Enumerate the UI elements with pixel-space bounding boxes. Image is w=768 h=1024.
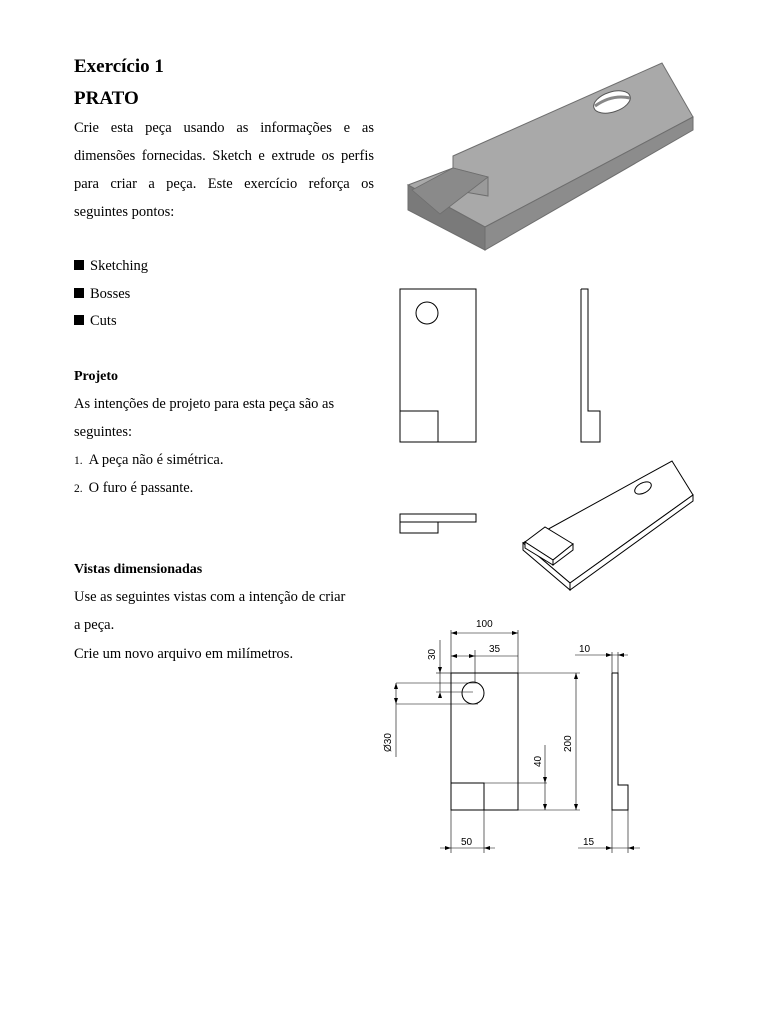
dim-hole-offset-x: 35	[489, 644, 501, 655]
vistas-heading: Vistas dimensionadas	[74, 562, 203, 577]
dim-hole-diameter: Ø30	[383, 733, 394, 752]
bullet-item: Cuts	[74, 313, 117, 330]
projeto-item: 1. A peça não é simétrica.	[74, 452, 224, 468]
bullet-item: Bosses	[74, 286, 130, 303]
dim-slot-height: 40	[533, 755, 544, 767]
vistas-line2: Crie um novo arquivo em milímetros.	[74, 646, 294, 662]
dim-slot-width: 50	[461, 837, 473, 848]
dim-thickness: 10	[579, 644, 591, 655]
dim-step-thickness: 15	[583, 837, 595, 848]
part-title: PRATO	[74, 88, 139, 109]
dim-width: 100	[476, 619, 493, 630]
dim-height: 200	[563, 735, 574, 752]
exercise-title: Exercício 1	[74, 56, 164, 77]
projeto-intro: As intenções de projeto para esta peça são as seguintes:	[74, 396, 335, 440]
dim-hole-offset-y: 30	[427, 648, 438, 660]
bullet-item: Sketching	[74, 258, 148, 275]
vistas-line1: Use as seguintes vistas com a intenção de criar a peça.	[74, 589, 346, 633]
projeto-item: 2. O furo é passante.	[74, 480, 194, 496]
intro-paragraph: Crie esta peça usando as informações e as dimensões fornecidas. Sketch e extrude os perfis para criar a peça. Este exercício reforça os seguintes pontos:	[74, 120, 374, 220]
projeto-heading: Projeto	[74, 369, 119, 384]
